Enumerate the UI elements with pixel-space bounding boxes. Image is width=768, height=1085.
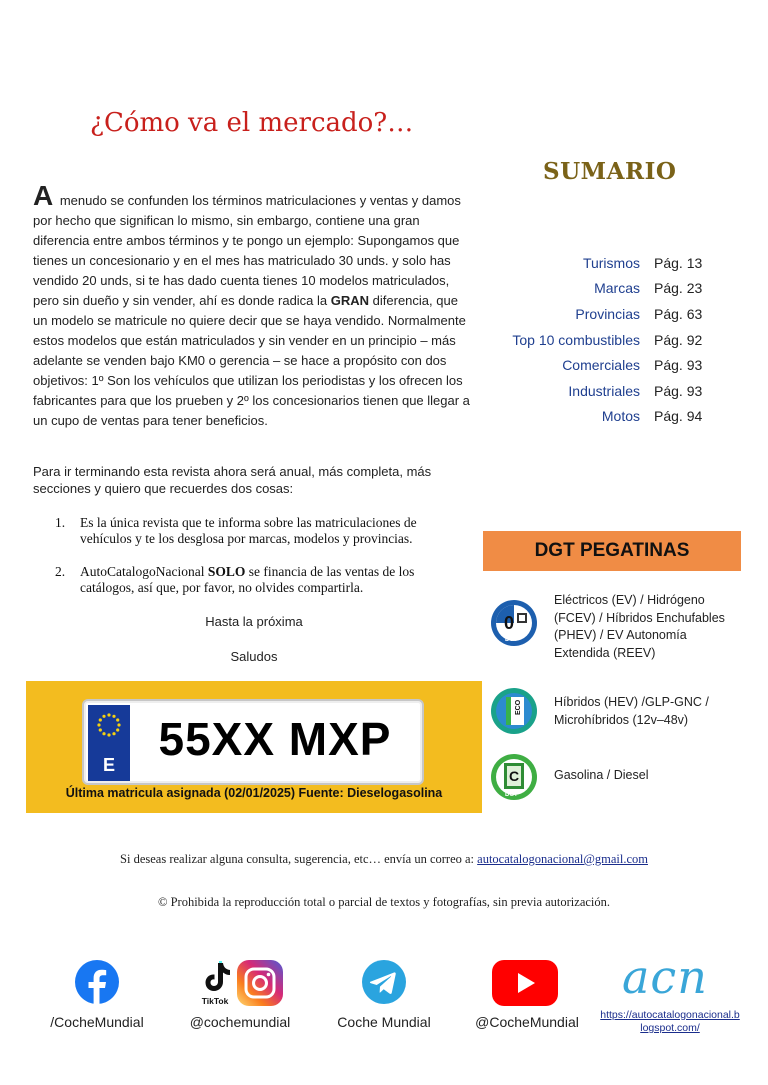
toc-section: Marcas [594,280,640,297]
list-text-post: se financia de las ventas de los catálogos, así que, por favor, no olvides compartirla. [80,564,415,595]
signoff-hasta: Hasta la próxima [205,614,303,629]
telegram-icon[interactable] [361,959,407,1005]
toc-row[interactable] [490,301,750,327]
eu-stars-icon [88,705,130,755]
toc-section: Turismos [582,254,640,271]
sticker-zero-description: Eléctricos (EV) / Hidrógeno (FCEV) / Híbridos Enchufables (PHEV) / EV Autonomía Extendida (REEV) [554,593,725,660]
telegram-label[interactable]: Coche Mundial [337,1014,431,1030]
sticker-eco-icon [490,687,538,735]
sumario-title: SUMARIO [543,158,677,185]
intro-text-pre: menudo se confunden los términos matriculaciones y ventas y damos por hecho que significan lo mismo, sin embargo, contiene una gran diferencia entre ambos términos y te pongo un ejemplo: Supongamos que tienes un concesionario y en el mes has matriculado 30 unds. y solo has vendido 20 unds, si te has dado cuenta tienes 10 modelos matriculados, pero sin dueño y sin vender, ahí es donde radica la [33,193,461,308]
toc-page: Pág. 13 [654,254,703,271]
contact-email-link[interactable]: autocatalogonacional@gmail.com [477,852,648,866]
contact-line [0,852,768,867]
signoff-saludos: Saludos [230,649,278,664]
toc-row[interactable] [490,352,750,378]
intro-text-bold: GRAN [330,293,370,308]
tiktok-instagram-label[interactable]: @cochemundial [189,1014,291,1030]
toc-page: Pág. 94 [654,408,703,425]
plate-caption: Última matricula asignada (02/01/2025) Fuente: Dieselogasolina [65,786,443,800]
dgt-title: DGT PEGATINAS [534,540,690,561]
toc-section: Motos [601,408,640,425]
tiktok-icon[interactable] [196,957,236,999]
toc-section: Provincias [575,305,640,322]
facebook-icon[interactable] [74,959,120,1005]
toc-row[interactable] [490,276,750,302]
youtube-label[interactable]: @CocheMundial [475,1014,579,1030]
article-intro [33,180,475,431]
toc-section: Industriales [568,382,640,399]
svg-text:DGT: DGT [505,637,518,643]
facebook-label[interactable]: /CocheMundial [50,1014,144,1030]
copyright-notice: © Prohibida la reproducción total o parcial de textos y fotografías, sin previa autorización. [157,895,611,909]
youtube-icon[interactable] [492,960,558,1006]
sticker-eco-description: Híbridos (HEV) /GLP-GNC / Microhíbridos (12v–48v) [554,695,709,727]
svg-text:C: C [509,768,520,784]
sticker-c-description: Gasolina / Diesel [554,768,649,782]
list-item [55,515,455,547]
sumario-table [490,250,750,429]
toc-page: Pág. 93 [654,382,703,399]
toc-page: Pág. 63 [654,305,703,322]
list-text-bold: SOLO [207,564,246,579]
sticker-zero-icon [490,599,538,647]
svg-text:DGT: DGT [505,792,518,798]
list-text-pre: AutoCatalogoNacional [80,564,208,579]
intro-text-post: diferencia, que un modelo se matricule no quiere decir que se haya vendido. Normalmente estos modelos que están matriculados y sin vender en un principio – más adelante se venden bajo KM0 o gerencia – se hace a propósito con dos objetivos: 1º Son los vehículos que utilizan los periodistas y los ofrecen los fabricantes para que los prueben y 2º los concesionarios tienen que llegar a un cupo de ventas para tener beneficios. [33,293,470,428]
list-number: 2. [55,564,66,579]
toc-section: Top 10 combustibles [512,331,640,348]
contact-text: Si deseas realizar alguna consulta, sugerencia, etc… envía un correo a: [120,852,478,866]
page-title: ¿Cómo va el mercado?… [90,108,414,138]
svg-text:ECO: ECO [515,699,522,715]
svg-text:0: 0 [504,613,515,633]
list-text: Es la única revista que te informa sobre las matriculaciones de vehículos y te los desglosa por marcas, modelos y provincias. [80,515,417,546]
numbered-list [55,515,455,613]
toc-row[interactable] [490,250,750,276]
toc-row[interactable] [490,327,750,353]
instagram-icon[interactable] [236,959,284,1007]
article-para2: Para ir terminando esta revista ahora será anual, más completa, más secciones y quiero que recuerdes dos cosas: [33,464,432,496]
toc-page: Pág. 93 [654,357,703,374]
list-number: 1. [55,515,66,530]
toc-section: Comerciales [562,357,640,374]
toc-page: Pág. 23 [654,280,703,297]
toc-row[interactable] [490,378,750,404]
plate-country: E [102,755,115,775]
list-text [80,564,455,596]
acn-logo: acn [622,950,708,1004]
blog-link[interactable]: https://autocatalogonacional.blogspot.com/ [600,1009,740,1034]
toc-page: Pág. 92 [654,331,703,348]
list-item [55,564,455,596]
toc-row[interactable] [490,404,750,430]
plate-number: 55XX MXP [158,713,392,765]
dropcap: A [33,180,54,211]
sticker-c-icon [490,753,538,801]
tiktok-label: TikTok [201,996,229,1006]
